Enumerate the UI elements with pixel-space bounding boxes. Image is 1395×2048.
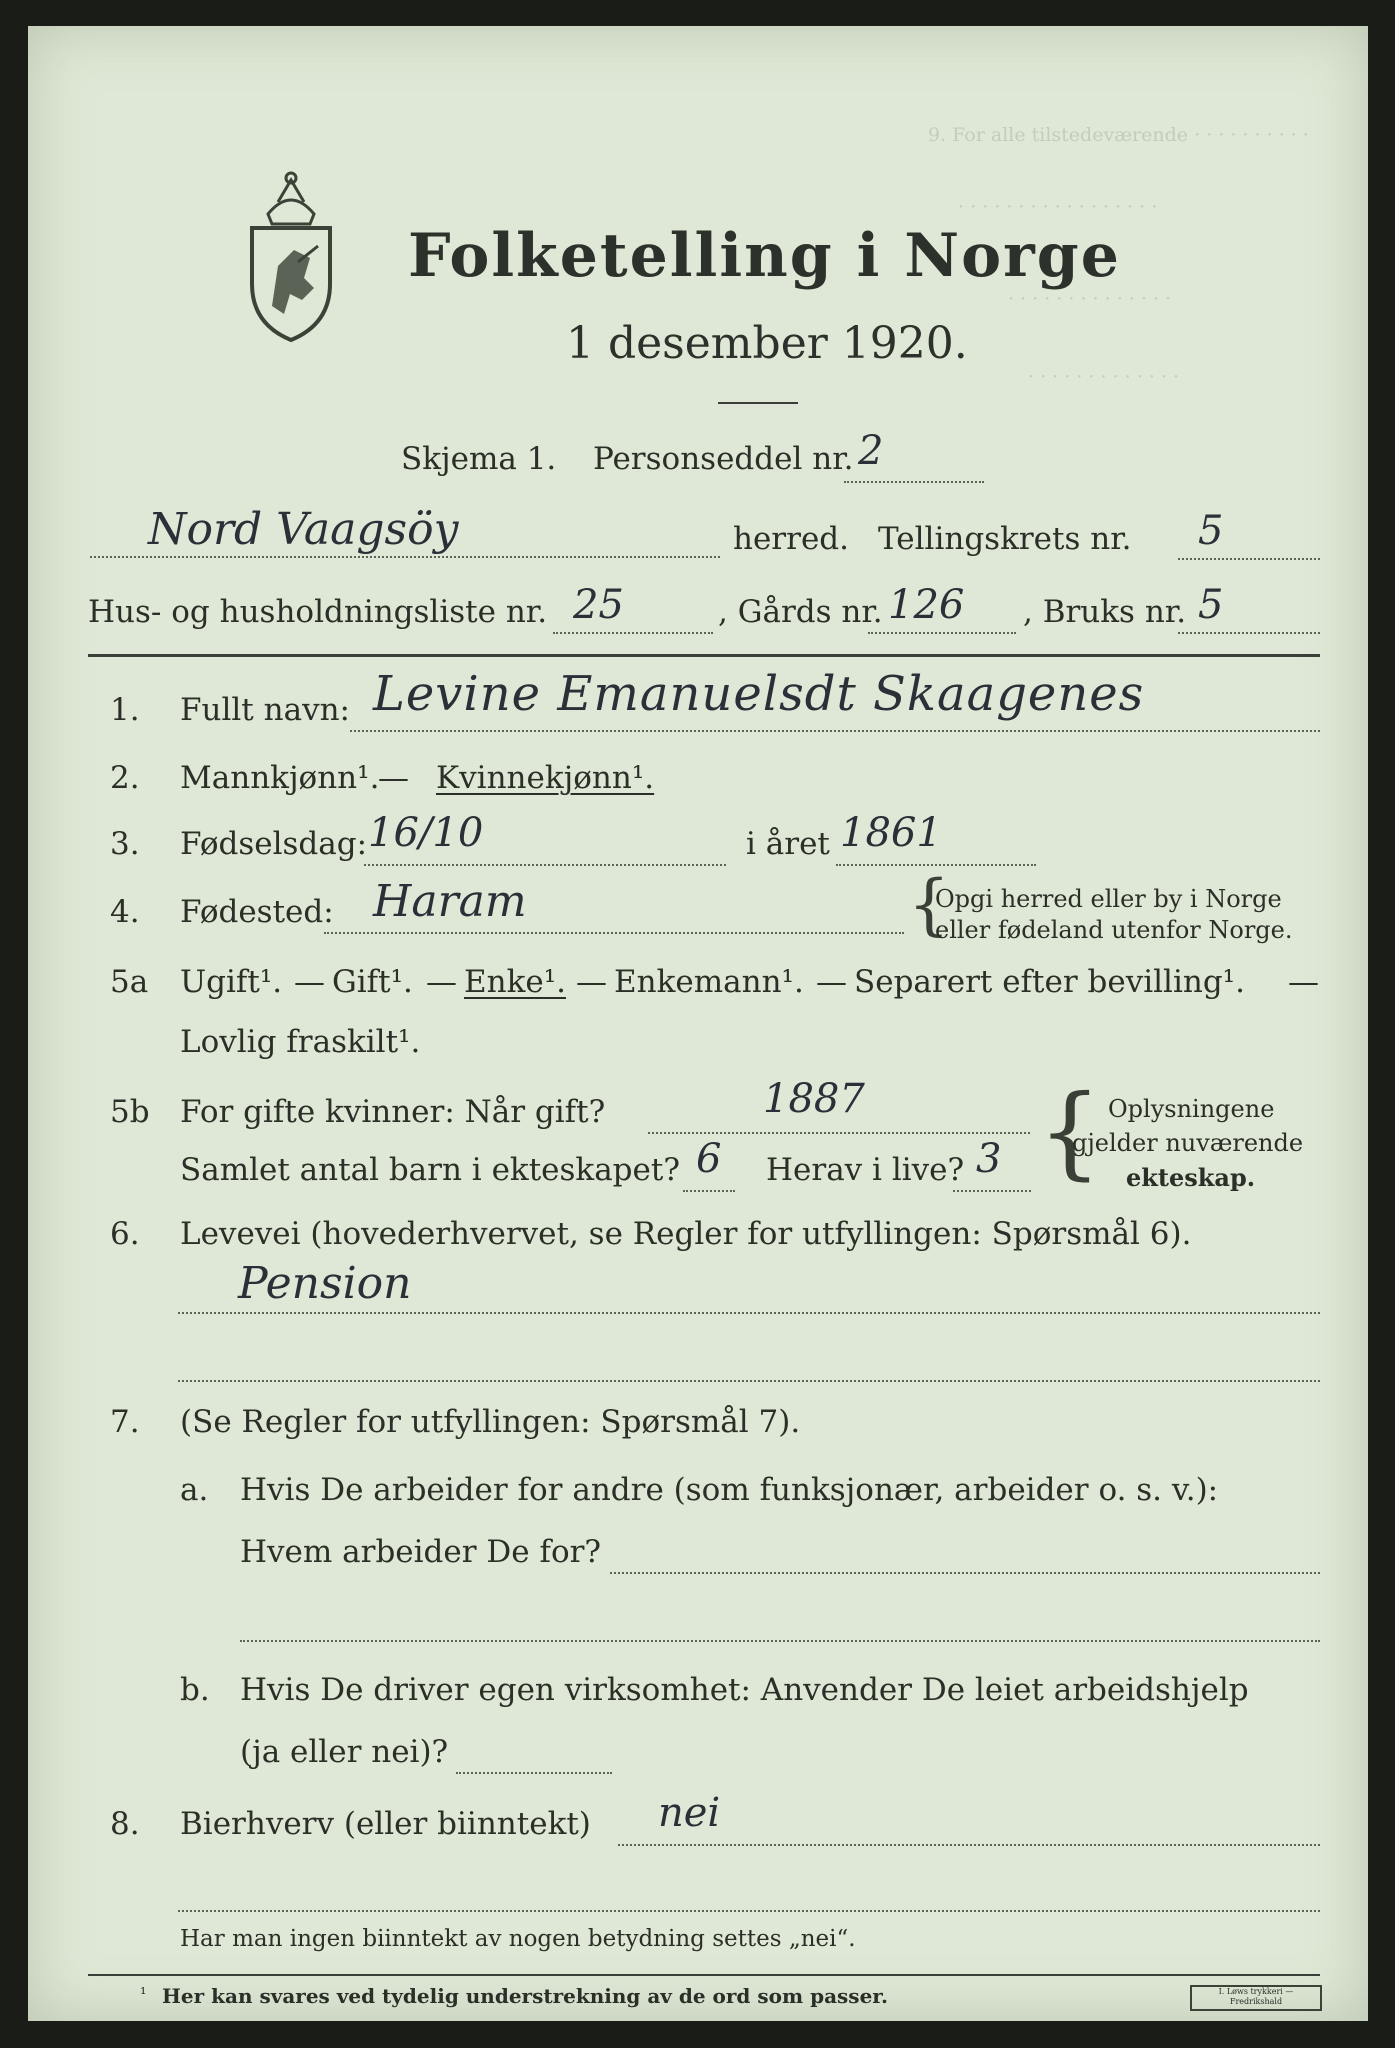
q7a-letter: a. [180,1472,209,1508]
q3-label: Fødselsdag: [180,826,368,862]
bleed-through: 9. For alle tilstedeværende · · · · · · · · · · [928,124,1309,146]
gender-female-option-selected[interactable]: Kvinnekjønn¹. [436,760,655,796]
title-divider [718,402,798,404]
children-total-field-line [683,1190,735,1192]
bleed-through: · · · · · · · · · · · · · · [1008,288,1172,310]
q4-number: 4. [110,894,140,930]
marriage-note-line2: gjelder nuværende [1072,1129,1304,1157]
status-dash: — [426,964,457,1000]
tellingskrets-field-line [1178,558,1320,560]
marriage-note-brace: { [1038,1073,1102,1190]
q6-number: 6. [110,1216,140,1252]
q7b-letter: b. [180,1672,210,1708]
status-ugift-option[interactable]: Ugift¹. [180,964,283,1000]
herred-label: herred. [733,521,849,557]
married-year-label: For gifte kvinner: Når gift? [180,1094,606,1130]
bruks-field-line [1178,632,1320,634]
birthyear-value[interactable]: 1861 [840,810,942,856]
status-dash: — [1288,964,1319,1000]
q5b-number: 5b [110,1094,150,1130]
side-income-field-line [618,1844,1320,1846]
occupation-value[interactable]: Pension [238,1258,412,1309]
husliste-field-line [553,632,713,634]
birthplace-value[interactable]: Haram [373,876,527,927]
occupation-field-line-1 [178,1312,1320,1314]
employer-field-line-2[interactable] [240,1640,1320,1642]
birthplace-note-brace: { [908,866,950,943]
q1-number: 1. [110,692,140,728]
birthplace-note-line1: Opgi herred eller by i Norge [935,885,1282,913]
q8-number: 8. [110,1806,140,1842]
gards-field-line [868,632,1016,634]
employer-field-line-1[interactable] [610,1572,1320,1574]
footer-divider [88,1974,1320,1976]
status-dash: — [294,964,325,1000]
footnote-marker: ¹ [140,1984,147,2003]
birthyear-label: i året [746,826,830,862]
gender-dash: — [378,760,409,796]
q7-number: 7. [110,1404,140,1440]
status-dash: — [576,964,607,1000]
husliste-value[interactable]: 25 [573,582,624,628]
gards-label: , Gårds nr. [718,594,883,630]
side-income-field-line-2 [178,1910,1320,1912]
q7a-question: Hvem arbeider De for? [240,1534,602,1570]
birthdate-value[interactable]: 16/10 [368,810,484,856]
form-title: Folketelling i Norge [408,221,1121,291]
status-fraskilt-option[interactable]: Lovlig fraskilt¹. [180,1024,421,1060]
tellingskrets-label: Tellingskrets nr. [878,521,1132,557]
q4-label: Fødested: [180,894,334,930]
q5a-number: 5a [110,964,149,1000]
gards-value[interactable]: 126 [888,582,965,628]
schema-label: Skjema 1. [401,441,557,477]
q8-label: Bierhverv (eller biinntekt) [180,1806,591,1842]
header-divider [88,654,1320,657]
footnote-text: Her kan svares ved tydelig understrekning av de ord som passer. [162,1984,888,2008]
q7b-question: (ja eller nei)? [240,1734,449,1770]
children-total-value[interactable]: 6 [696,1136,722,1182]
census-form-page [28,26,1368,2021]
status-separert-option[interactable]: Separert efter bevilling¹. [854,964,1245,1000]
q2-number: 2. [110,760,140,796]
marriage-note-line1: Oplysningene [1108,1095,1275,1123]
printer-stamp: I. Løws trykkeri — Fredrikshald [1190,1985,1322,2011]
occupation-field-line-2 [178,1380,1320,1382]
bruks-value[interactable]: 5 [1198,582,1224,628]
q1-field-line [350,730,1320,732]
q7a-text: Hvis De arbeider for andre (som funksjonær, arbeider o. s. v.): [240,1472,1219,1508]
children-total-label: Samlet antal barn i ekteskapet? [180,1152,680,1188]
status-enke-option-selected[interactable]: Enke¹. [464,964,567,1000]
q7b-text: Hvis De driver egen virksomhet: Anvender De leiet arbeidshjelp [240,1672,1249,1708]
status-gift-option[interactable]: Gift¹. [332,964,413,1000]
marriage-note-line3: ekteskap. [1126,1163,1256,1192]
norwegian-coat-of-arms-icon [238,166,344,346]
personseddel-field-line [844,481,984,483]
status-enkemann-option[interactable]: Enkemann¹. [614,964,804,1000]
q3-number: 3. [110,826,140,862]
side-income-value[interactable]: nei [658,1790,721,1836]
bleed-through: · · · · · · · · · · · · · [1028,366,1179,388]
married-year-field-line [648,1132,1030,1134]
q1-label: Fullt navn: [180,692,350,728]
married-year-value[interactable]: 1887 [763,1076,865,1122]
status-dash: — [816,964,847,1000]
birthplace-field-line [324,932,904,934]
full-name-value[interactable]: Levine Emanuelsdt Skaagenes [373,666,1145,722]
tellingskrets-value[interactable]: 5 [1198,508,1224,554]
personseddel-label: Personseddel nr. [593,441,854,477]
bleed-through: · · · · · · · · · · · · · · · · · [958,196,1158,218]
bruks-label: , Bruks nr. [1023,594,1187,630]
hired-help-field-line[interactable] [456,1772,612,1774]
q6-label: Levevei (hovederhvervet, se Regler for utfyllingen: Spørsmål 6). [180,1216,1192,1252]
husliste-label: Hus- og husholdningsliste nr. [88,594,548,630]
birthdate-field-line [364,864,726,866]
side-income-note: Har man ingen biinntekt av nogen betydning settes „nei“. [180,1926,856,1952]
children-alive-label: Herav i live? [766,1152,965,1188]
herred-value[interactable]: Nord Vaagsöy [148,504,459,555]
herred-field-line [90,556,720,558]
personseddel-value[interactable]: 2 [858,428,884,474]
q7-label: (Se Regler for utfyllingen: Spørsmål 7). [180,1404,801,1440]
gender-male-option[interactable]: Mannkjønn¹. [180,760,380,796]
birthplace-note-line2: eller fødeland utenfor Norge. [935,916,1293,944]
children-alive-value[interactable]: 3 [976,1136,1002,1182]
children-alive-field-line [953,1190,1031,1192]
census-date: 1 desember 1920. [566,318,968,369]
